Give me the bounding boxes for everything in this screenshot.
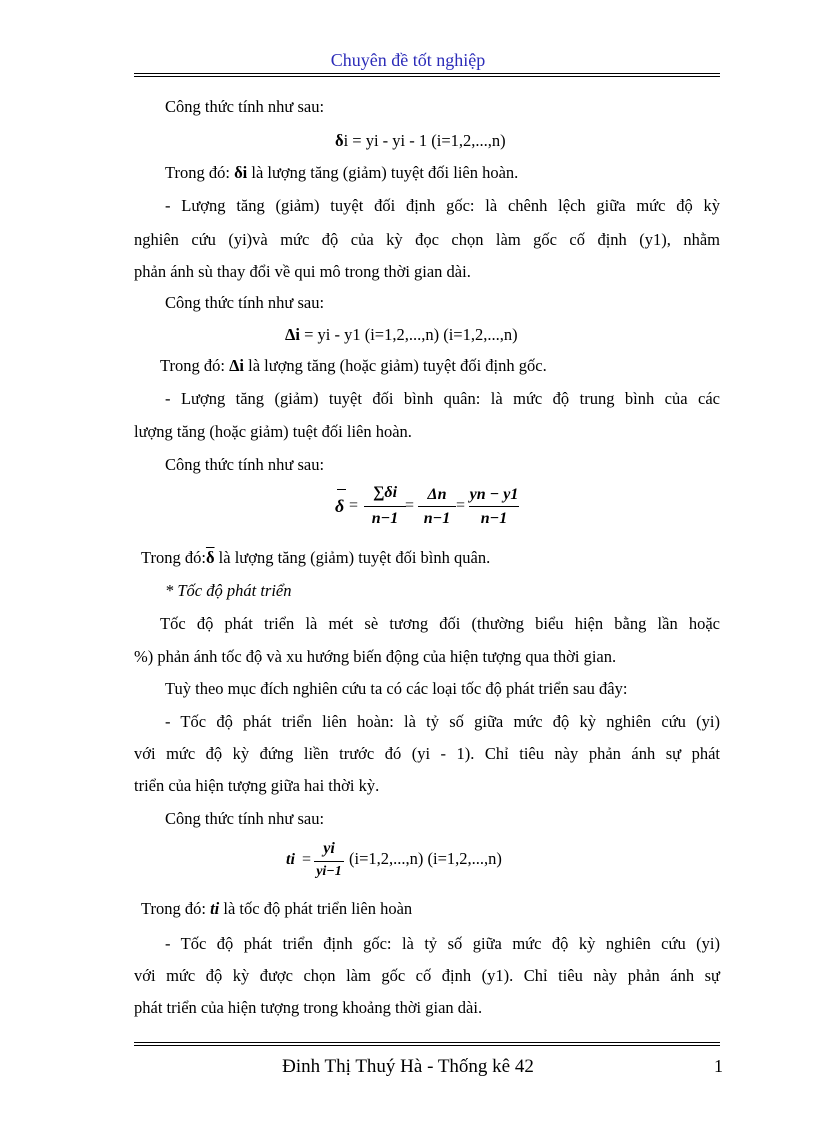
formula-symbol: δ <box>335 131 344 150</box>
equals-sign: = <box>456 497 466 514</box>
text-line <box>160 356 547 376</box>
formula-text: = yi - y1 (i=1,2,...,n) (i=1,2,...,n) <box>299 325 518 344</box>
text-line: nghiên cứu (yi)và mức độ của kỳ đọc chọn làm gốc cố định (y1), nhằm <box>134 230 720 249</box>
section-heading: * Tốc độ phát triển <box>165 581 292 600</box>
text-line: - Tốc độ phát triển định gốc: là tỷ số giữa mức độ kỳ nghiên cứu (yi) <box>165 934 720 953</box>
header-rule-double <box>134 76 720 77</box>
text-line <box>141 899 412 919</box>
text-line: với mức độ kỳ được chọn làm gốc cố định (y1). Chỉ tiêu này phản ánh sự <box>134 966 720 985</box>
text-line: Tốc độ phát triển là mét sè tương đối (thường biểu hiện bằng lần hoặc <box>160 614 720 633</box>
equals-sign: = <box>302 851 312 868</box>
text-line: Công thức tính như sau: <box>165 455 325 474</box>
fraction-denominator: n−1 <box>371 510 399 527</box>
fraction-numerator: ∑δi <box>372 484 398 501</box>
text-line: - Lượng tăng (giảm) tuyệt đối bình quân: là mức độ trung bình của các <box>165 389 720 408</box>
text-part: Trong đó: <box>141 548 206 567</box>
fraction-denominator: yi−1 <box>316 864 342 879</box>
formula-text: (i=1,2,...,n) (i=1,2,...,n) <box>349 849 502 868</box>
text-part: là lượng tăng (giảm) tuyệt đối liên hoàn. <box>247 163 519 182</box>
formula-delta-i <box>335 131 506 151</box>
fraction-bar <box>364 506 406 507</box>
fraction-bar <box>469 506 519 507</box>
text-part: là tốc độ phát triển liên hoàn <box>219 899 413 918</box>
fraction-denominator: n−1 <box>423 510 451 527</box>
text-line: Công thức tính như sau: <box>165 293 325 312</box>
text-line <box>165 163 518 183</box>
fraction-numerator: yn − y1 <box>469 486 519 503</box>
header-rule <box>134 73 720 74</box>
page-number: 1 <box>714 1056 723 1076</box>
formula-symbol: $\overline{\delta}$ <box>205 548 215 567</box>
formula-symbol: Δi <box>285 325 300 344</box>
formula-Delta-i <box>285 325 518 345</box>
formula-symbol: ti <box>210 899 220 918</box>
text-part: là lượng tăng (hoặc giảm) tuyệt đối định gốc. <box>244 356 547 375</box>
text-part: là lượng tăng (giảm) tuyệt đối bình quân. <box>214 548 491 567</box>
fraction-bar <box>418 506 456 507</box>
text-line: - Lượng tăng (giảm) tuyệt đối định gốc: là chênh lệch giữa mức độ kỳ <box>165 196 720 215</box>
footer-rule <box>134 1042 720 1043</box>
footer-rule-double <box>134 1045 720 1046</box>
formula-text: i = yi - yi - 1 (i=1,2,...,n) <box>343 131 506 150</box>
page-header-title: Chuyên đề tốt nghiệp <box>330 50 486 70</box>
text-line: - Tốc độ phát triển liên hoàn: là tỷ số giữa mức độ kỳ nghiên cứu (yi) <box>165 712 720 731</box>
formula-symbol: Δi <box>229 356 245 375</box>
text-line <box>141 548 490 568</box>
formula-lhs: ti <box>286 851 295 868</box>
text-line: Công thức tính như sau: <box>165 97 325 116</box>
text-line: triển của hiện tượng giữa hai thời kỳ. <box>134 776 380 795</box>
text-part: Trong đó: <box>165 163 235 182</box>
fraction-numerator: yi <box>323 840 335 857</box>
formula-lhs: δ <box>335 496 345 516</box>
text-line: phát triển của hiện tượng trong khoảng thời gian dài. <box>134 998 483 1017</box>
text-line: lượng tăng (hoặc giảm) tuệt đối liên hoàn. <box>134 422 412 441</box>
text-line: %) phản ánh tốc độ và xu hướng biến động của hiện tượng qua thời gian. <box>134 647 617 666</box>
text-line: phản ánh sù thay đổi về qui mô trong thời gian dài. <box>134 262 471 281</box>
formula-symbol: δi <box>234 163 248 182</box>
text-line: với mức độ kỳ đứng liền trước đó (yi - 1). Chỉ tiêu này phản ánh sự phát <box>134 744 720 763</box>
footer-author: Đinh Thị Thuý Hà - Thống kê 42 <box>282 1056 534 1077</box>
fraction-bar <box>314 861 344 862</box>
fraction-numerator: Δn <box>427 486 447 503</box>
equals-sign: = <box>405 497 415 514</box>
overline <box>337 489 346 490</box>
text-part: Trong đó: <box>141 899 211 918</box>
text-line: Công thức tính như sau: <box>165 809 325 828</box>
equals-sign: = <box>349 497 359 514</box>
text-part: Trong đó: <box>160 356 230 375</box>
text-line: Tuỳ theo mục đích nghiên cứu ta có các loại tốc độ phát triển sau đây: <box>165 679 628 698</box>
fraction-denominator: n−1 <box>480 510 508 527</box>
